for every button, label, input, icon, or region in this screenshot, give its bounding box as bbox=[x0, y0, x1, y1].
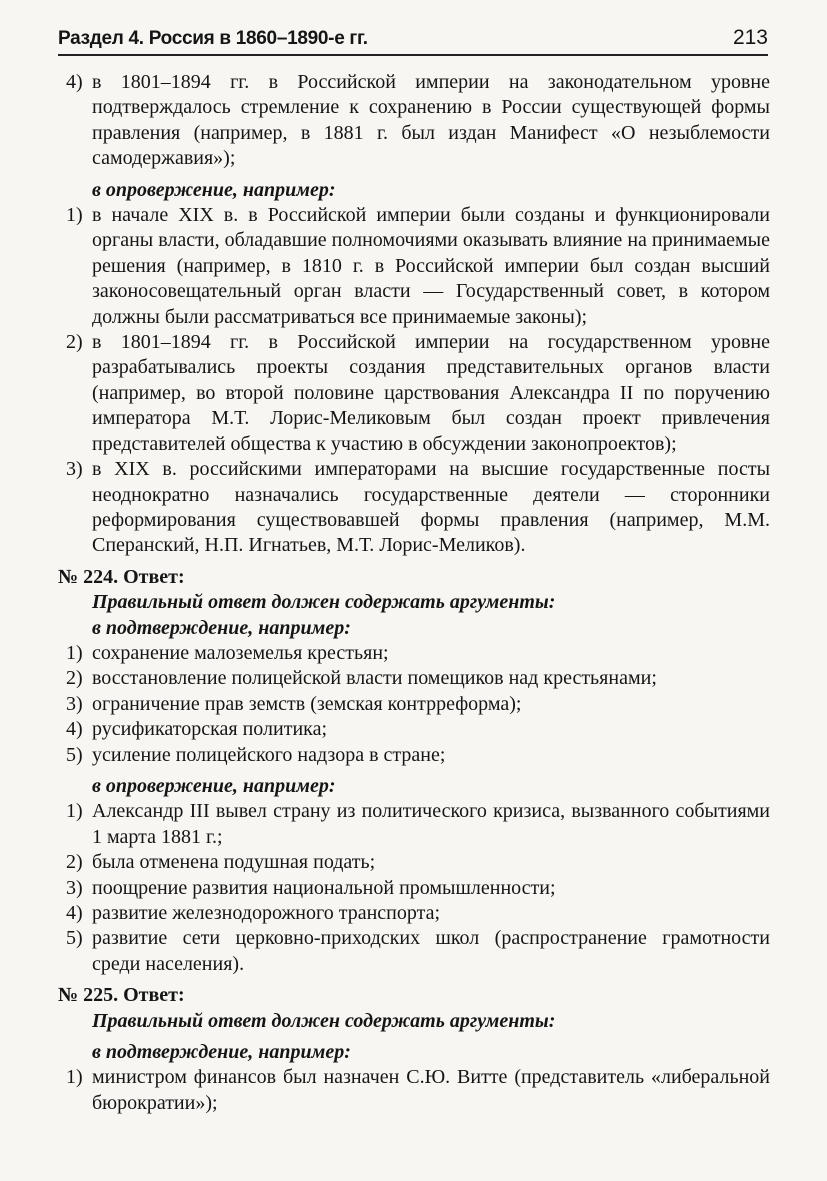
item-text: восстановление полицейской власти помещиков над крестьянами; bbox=[92, 667, 657, 690]
page-content bbox=[58, 70, 770, 1116]
refute-label: в опровержение, например: bbox=[92, 178, 336, 201]
question-number: № 224. bbox=[58, 565, 119, 588]
question-number: № 225. bbox=[58, 984, 119, 1007]
item-number: 3) bbox=[66, 692, 83, 715]
page-number: 213 bbox=[732, 26, 768, 49]
item-text: развитие сети церковно-приходских школ (распространение грамотности среди населения). bbox=[92, 927, 770, 975]
confirm-label: в подтверждение, например: bbox=[92, 1041, 351, 1064]
running-header bbox=[58, 24, 768, 56]
item-text: развитие железнодорожного транспорта; bbox=[92, 902, 441, 924]
item-number: 4) bbox=[66, 902, 83, 924]
item-number: 1) bbox=[66, 800, 83, 823]
question-224-heading bbox=[58, 565, 770, 590]
item-number: 4) bbox=[66, 71, 83, 93]
list-item bbox=[58, 799, 770, 850]
answer-label: Ответ: bbox=[123, 565, 185, 588]
list-item bbox=[58, 457, 770, 559]
list-item bbox=[58, 1065, 770, 1116]
item-number: 5) bbox=[66, 743, 83, 766]
list-item bbox=[58, 743, 770, 768]
item-number: 2) bbox=[66, 331, 83, 354]
item-text: поощрение развития национальной промышленности; bbox=[92, 876, 556, 899]
list-item bbox=[58, 330, 770, 457]
list-item bbox=[58, 666, 770, 691]
item-text: сохранение малоземелья крестьян; bbox=[92, 641, 389, 664]
item-text: ограничение прав земств (земская контрреформа); bbox=[92, 692, 522, 715]
item-text: в 1801–1894 гг. в Российской империи на государственном уровне разрабатывались проекты создания представительных органов власти (например, во второй половине царствования Александра II по поручению императора М.Т. Лорис-Меликовым был создан проект привлечения представителей общества к участию в обсуждении законопроектов); bbox=[92, 331, 770, 455]
list-item bbox=[58, 641, 770, 666]
item-number: 2) bbox=[66, 851, 83, 874]
item-number: 1) bbox=[66, 1066, 83, 1089]
answer-label: Ответ: bbox=[123, 984, 185, 1007]
item-text: Александр III вывел страну из политического кризиса, вызванного событиями 1 марта 1881 г.; bbox=[92, 800, 770, 848]
answer-intro: Правильный ответ должен содержать аргументы: bbox=[92, 591, 556, 614]
answer-intro: Правильный ответ должен содержать аргументы: bbox=[92, 1009, 556, 1032]
list-item bbox=[58, 850, 770, 875]
refute-label: в опровержение, например: bbox=[92, 774, 336, 797]
confirm-label: в подтверждение, например: bbox=[92, 616, 351, 639]
list-item bbox=[58, 203, 770, 330]
list-item bbox=[58, 901, 770, 926]
item-text: была отменена подушная подать; bbox=[92, 851, 376, 874]
item-text: министром финансов был назначен С.Ю. Витте (представитель «либеральной бюрократии»); bbox=[92, 1066, 770, 1114]
item-text: в XIX в. российскими императорами на высшие государственные посты неоднократно назначались государственные деятели — сторонники реформирования существовавшей формы правления (например, М.М. Сперанский, Н.П. Игнатьев, М.Т. Лорис-Меликов). bbox=[92, 458, 770, 557]
item-number: 2) bbox=[66, 667, 83, 690]
question-225-heading bbox=[58, 983, 770, 1008]
item-text: в 1801–1894 гг. в Российской империи на законодательном уровне подтверждалось стремление к сохранению в России существующей формы правления (например, в 1881 г. был издан Манифест «О незыблемости самодержавия»); bbox=[92, 71, 770, 170]
item-number: 5) bbox=[66, 927, 83, 950]
list-item bbox=[58, 876, 770, 901]
item-number: 4) bbox=[66, 718, 83, 741]
item-number: 1) bbox=[66, 641, 83, 664]
item-number: 3) bbox=[66, 458, 83, 481]
item-number: 1) bbox=[66, 204, 83, 227]
item-text: русификаторская политика; bbox=[92, 718, 328, 741]
list-item bbox=[58, 70, 770, 172]
list-item bbox=[58, 717, 770, 742]
item-text: усиление полицейского надзора в стране; bbox=[92, 743, 446, 766]
item-number: 3) bbox=[66, 876, 83, 899]
item-text: в начале XIX в. в Российской империи были созданы и функционировали органы власти, обладавшие полномочиями оказывать влияние на принимаемые решения (например, в 1810 г. в Российской империи был создан высший законосовещательный орган власти — Государственный совет, в котором должны были рассматриваться все принимаемые законы); bbox=[92, 204, 770, 328]
list-item bbox=[58, 692, 770, 717]
list-item bbox=[58, 926, 770, 977]
section-title: Раздел 4. Россия в 1860–1890-е гг. bbox=[58, 28, 368, 49]
